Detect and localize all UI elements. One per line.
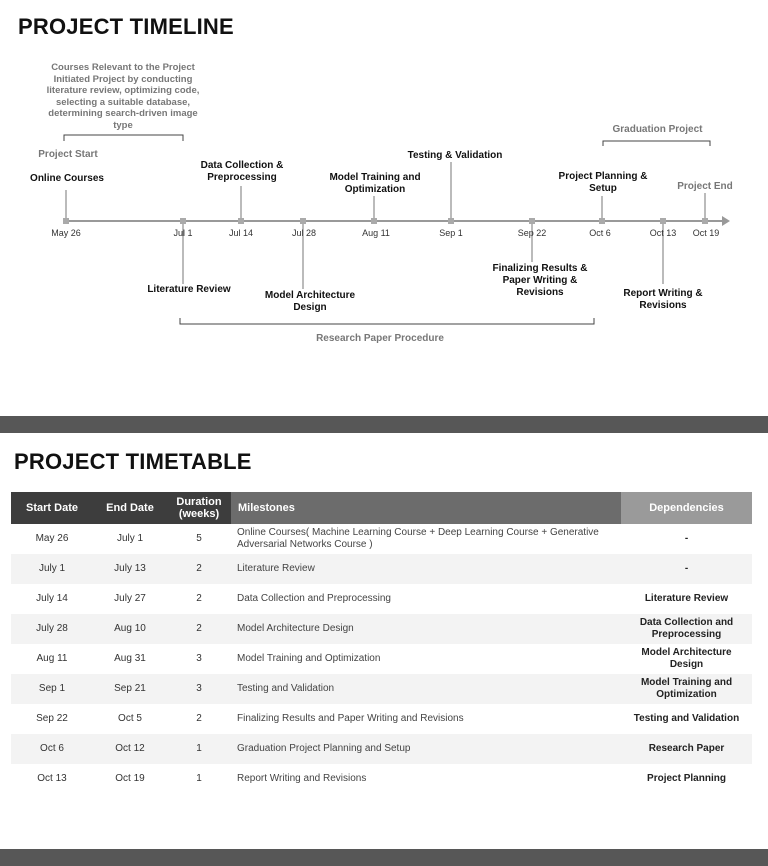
cell-start: Oct 13 [37, 773, 67, 784]
timetable [11, 492, 752, 794]
cell-dependency: Model Training and Optimization [621, 674, 752, 704]
cell-milestone: Finalizing Results and Paper Writing and Revisions [237, 713, 464, 724]
cell-dependency: Project Planning [647, 773, 726, 784]
table-row [11, 764, 752, 794]
cell-dependency: Model Architecture Design [641, 647, 732, 670]
tick-oct13 [660, 218, 666, 224]
event-project-planning: Project Planning & Setup [558, 171, 648, 194]
cell-dependency: Data Collection and Preprocessing [621, 614, 752, 644]
cell-milestone: Model Training and Optimization [237, 653, 381, 664]
event-testing-validation: Testing & Validation [407, 150, 503, 161]
cell-end: July 1 [116, 533, 144, 544]
timeline-arrowhead [722, 216, 730, 226]
date-label: Jul 1 [173, 228, 193, 238]
cell-dependency: Literature Review [644, 593, 729, 604]
table-row [11, 524, 752, 554]
date-label: Jul 28 [291, 228, 317, 238]
cell-dependency: Testing and Validation [633, 713, 740, 724]
cell-weeks: 2 [167, 614, 231, 644]
date-label: May 26 [51, 228, 81, 238]
timetable-title: PROJECT TIMETABLE [14, 449, 252, 474]
timeline-title: PROJECT TIMELINE [18, 14, 234, 39]
cell-start: Sep 1 [11, 674, 93, 704]
cell-end: Sep 21 [93, 674, 167, 704]
graduation-project-label: Graduation Project [612, 124, 703, 135]
header-milestones: Milestones [231, 492, 621, 524]
courses-note: Courses Relevant to the Project Initiated Project by conducting literature review, optimizing code, selecting a suitable database, determining search-driven image type [46, 62, 200, 131]
cell-end: Oct 19 [115, 773, 145, 784]
cell-weeks: 3 [167, 674, 231, 704]
cell-dependency: - [621, 554, 752, 584]
table-row [11, 734, 752, 764]
table-row [11, 584, 752, 614]
table-row [11, 704, 752, 734]
cell-weeks: 2 [196, 593, 202, 604]
cell-start: May 26 [35, 533, 69, 544]
project-end-label: Project End [677, 181, 733, 192]
date-label: Jul 14 [228, 228, 254, 238]
event-online-courses: Online Courses [30, 173, 104, 184]
tick-jul1 [180, 218, 186, 224]
date-label: Oct 13 [649, 228, 677, 238]
header-start-date: Start Date [11, 492, 93, 524]
cell-end: Aug 10 [93, 614, 167, 644]
cell-milestone: Testing and Validation [231, 674, 621, 704]
tick-may26 [63, 218, 69, 224]
cell-start: July 14 [36, 593, 68, 604]
tick-aug11 [371, 218, 377, 224]
tick-jul28 [300, 218, 306, 224]
date-label: Oct 19 [692, 228, 720, 238]
table-row [11, 614, 752, 644]
project-start-label: Project Start [38, 149, 98, 160]
event-literature-review: Literature Review [147, 284, 231, 295]
cell-weeks: 5 [196, 533, 202, 544]
cell-start: Oct 6 [11, 734, 93, 764]
event-model-training: Model Training and Optimization [329, 172, 421, 195]
cell-dependency: - [684, 533, 689, 544]
graduation-bracket [603, 141, 710, 146]
date-label: Oct 6 [589, 228, 611, 238]
research-paper-procedure-label: Research Paper Procedure [316, 333, 444, 344]
bottom-divider [0, 849, 768, 866]
tick-sep1 [448, 218, 454, 224]
event-model-architecture: Model Architecture Design [264, 290, 356, 313]
cell-weeks: 1 [196, 773, 202, 784]
cell-dependency: Research Paper [621, 734, 752, 764]
cell-milestone: Report Writing and Revisions [237, 773, 367, 784]
cell-end: Oct 5 [118, 713, 142, 724]
section-divider [0, 416, 768, 433]
header-dependencies: Dependencies [621, 492, 752, 524]
tick-oct6 [599, 218, 605, 224]
header-end-date: End Date [93, 492, 167, 524]
cell-end: July 27 [114, 593, 146, 604]
courses-bracket [64, 135, 183, 141]
event-data-collection: Data Collection & Preprocessing [200, 160, 284, 183]
header-duration: Duration (weeks) [167, 492, 231, 524]
cell-start: July 28 [11, 614, 93, 644]
cell-end: Aug 31 [114, 653, 146, 664]
date-label: Aug 11 [362, 228, 390, 238]
cell-weeks: 1 [167, 734, 231, 764]
cell-milestone: Online Courses( Machine Learning Course + Deep Learning Course + Generative Adversarial Networks Course ) [237, 527, 599, 550]
cell-end: Oct 12 [93, 734, 167, 764]
cell-end: July 13 [93, 554, 167, 584]
table-row [11, 644, 752, 674]
cell-weeks: 2 [167, 554, 231, 584]
event-finalizing-results: Finalizing Results & Paper Writing & Revisions [492, 263, 588, 298]
date-label: Sep 1 [439, 228, 463, 238]
research-bracket [180, 318, 594, 324]
event-report-writing: Report Writing & Revisions [623, 288, 703, 311]
tick-sep22 [529, 218, 535, 224]
date-label: Sep 22 [517, 228, 547, 238]
cell-milestone: Literature Review [231, 554, 621, 584]
table-row [11, 674, 752, 704]
cell-milestone: Model Architecture Design [231, 614, 621, 644]
cell-milestone: Data Collection and Preprocessing [237, 593, 391, 604]
tick-oct19 [702, 218, 708, 224]
table-row [11, 554, 752, 584]
table-header-row [11, 492, 752, 524]
cell-weeks: 3 [196, 653, 202, 664]
cell-start: July 1 [11, 554, 93, 584]
tick-jul14 [238, 218, 244, 224]
cell-start: Aug 11 [36, 653, 68, 664]
cell-milestone: Graduation Project Planning and Setup [231, 734, 621, 764]
cell-weeks: 2 [196, 713, 202, 724]
cell-start: Sep 22 [36, 713, 68, 724]
